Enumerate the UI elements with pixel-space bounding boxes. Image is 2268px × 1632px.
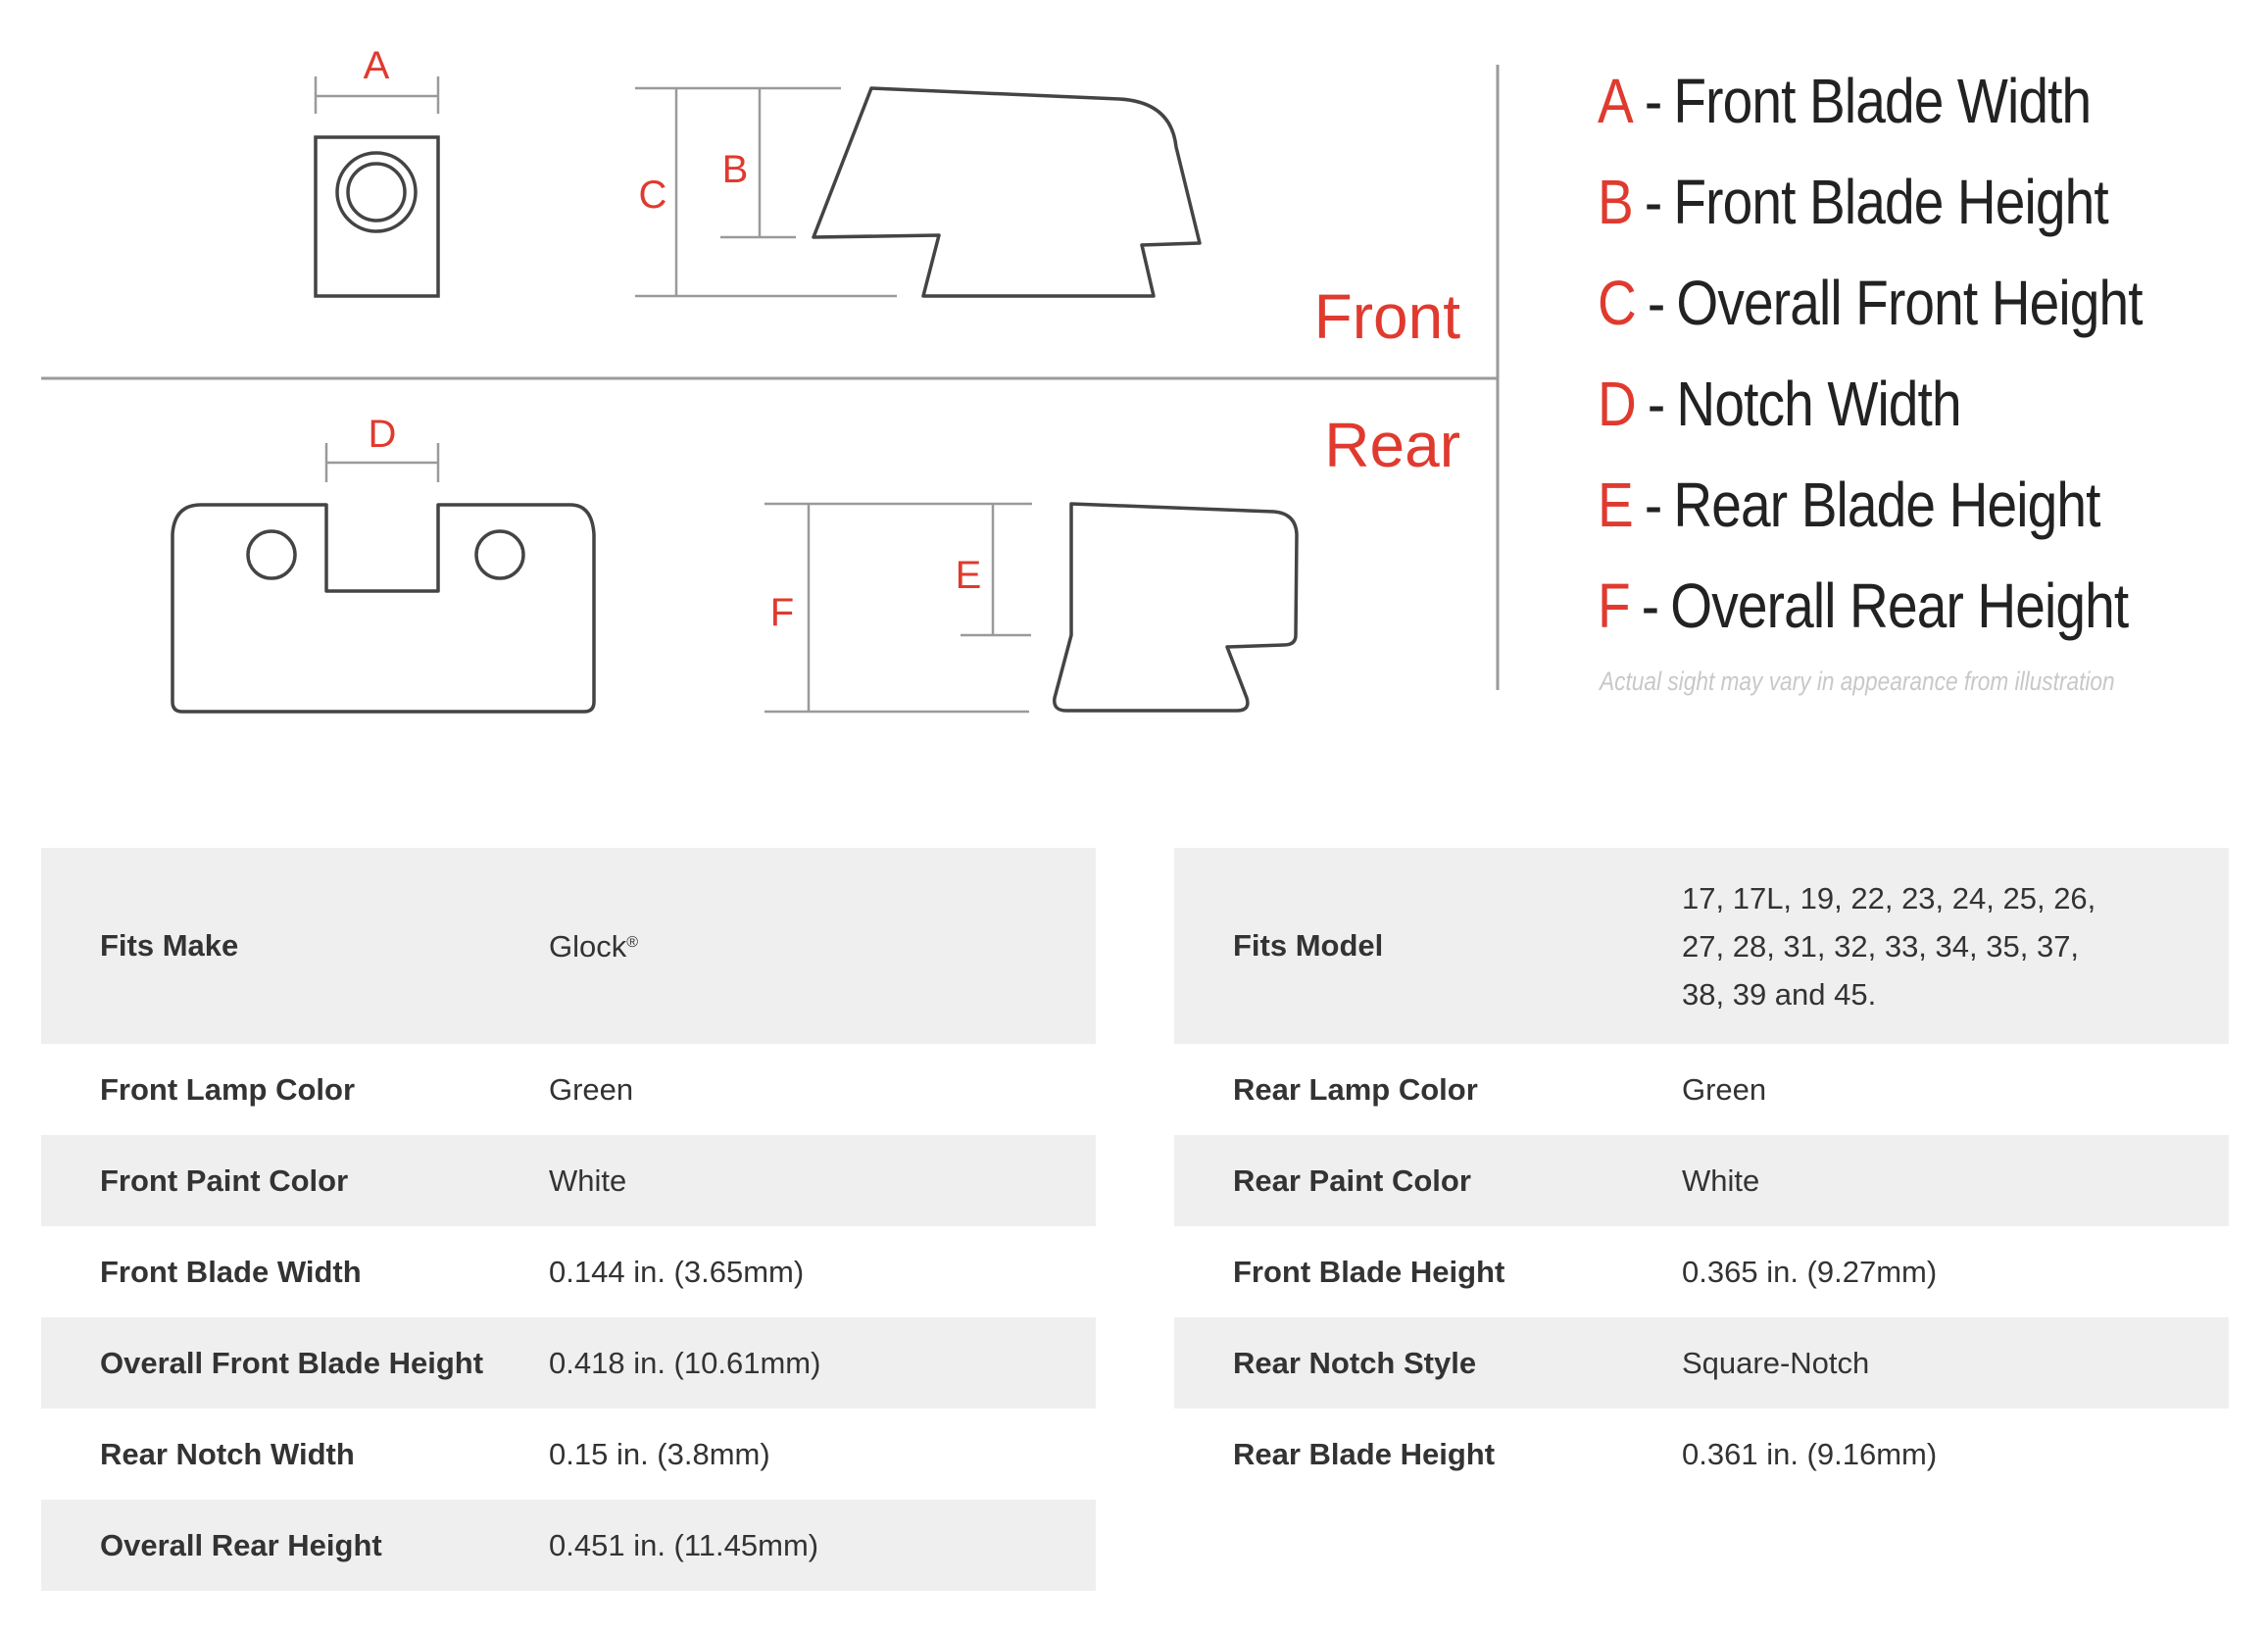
- legend-item-b: [1598, 158, 2171, 259]
- spec-value: 0.15 in. (3.8mm): [549, 1437, 770, 1471]
- legend-text: Notch Width: [1676, 369, 1961, 439]
- spec-label: Front Lamp Color: [100, 1071, 356, 1107]
- spec-row-front-paint-color: [41, 1135, 1096, 1226]
- spec-label: Rear Blade Height: [1233, 1436, 1496, 1471]
- spec-value: 0.144 in. (3.65mm): [549, 1255, 805, 1289]
- legend-item-c: [1598, 259, 2171, 360]
- front-section-label: Front: [1313, 281, 1460, 352]
- spec-value-text: Glock: [549, 928, 627, 964]
- legend-letter: F: [1598, 570, 1630, 641]
- dimension-b-label: B: [721, 148, 749, 191]
- spec-value: 0.361 in. (9.16mm): [1682, 1437, 1938, 1471]
- spec-row-front-blade-width: [41, 1226, 1096, 1317]
- dimension-d: [326, 413, 438, 482]
- rear-blade-face: [173, 505, 594, 712]
- legend-item-f: [1598, 562, 2171, 663]
- rear-sight-end-view: [173, 505, 594, 712]
- dimension-c-label: C: [638, 173, 667, 217]
- spec-label: Rear Notch Width: [100, 1436, 355, 1471]
- rear-section-label: Rear: [1324, 410, 1460, 480]
- legend-item-a: [1598, 57, 2171, 158]
- spec-value: 0.418 in. (10.61mm): [549, 1346, 821, 1380]
- spec-label: Front Blade Height: [1233, 1254, 1505, 1289]
- rear-blade-profile: [1055, 504, 1297, 711]
- spec-row-overall-front-blade-height: [41, 1317, 1096, 1409]
- legend-text: Overall Front Height: [1676, 268, 2143, 338]
- spec-label: Rear Notch Style: [1233, 1345, 1477, 1380]
- front-sight-side-view: [814, 88, 1200, 296]
- spec-label: Overall Front Blade Height: [100, 1345, 484, 1380]
- spec-value: Green: [1682, 1072, 1767, 1107]
- legend-separator: -: [1647, 268, 1665, 338]
- rear-sight-side-view: [1055, 504, 1297, 711]
- illustration-disclaimer: Actual sight may vary in appearance from illustration: [1600, 667, 2115, 696]
- legend-item-d: [1598, 360, 2171, 461]
- legend-text: Rear Blade Height: [1673, 470, 2100, 540]
- spec-label: Front Blade Width: [100, 1254, 362, 1289]
- dimension-a: [316, 44, 438, 114]
- spec-label: Overall Rear Height: [100, 1527, 382, 1562]
- legend-letter: C: [1598, 268, 1636, 338]
- legend-letter: A: [1598, 66, 1633, 136]
- legend-text: Front Blade Height: [1673, 167, 2108, 237]
- spec-value: Green: [549, 1072, 634, 1107]
- spec-value: White: [1682, 1163, 1760, 1198]
- spec-row-overall-rear-height: [41, 1500, 1096, 1591]
- registered-mark: ®: [626, 933, 639, 951]
- legend-letter: D: [1598, 369, 1636, 439]
- legend-separator: -: [1644, 66, 1662, 136]
- spec-row-rear-notch-width: [41, 1409, 1096, 1500]
- spec-row-fits-make: [41, 848, 1096, 1044]
- spec-value: 0.451 in. (11.45mm): [549, 1528, 819, 1562]
- legend-separator: -: [1644, 167, 1662, 237]
- dimension-f-label: F: [769, 591, 795, 634]
- spec-value: [549, 922, 1096, 970]
- spec-label: Rear Lamp Color: [1233, 1071, 1478, 1107]
- spec-value: Square-Notch: [1682, 1346, 1870, 1380]
- rear-lamp-right: [476, 531, 523, 578]
- front-sight-end-view: [316, 137, 438, 296]
- spec-row-rear-notch-style: [1174, 1317, 2229, 1409]
- legend-item-e: [1598, 461, 2171, 562]
- legend-separator: -: [1644, 470, 1662, 540]
- dimension-a-label: A: [363, 44, 390, 87]
- spec-row-fits-model: [1174, 848, 2229, 1044]
- legend-text: Front Blade Width: [1673, 66, 2092, 136]
- spec-label: Rear Paint Color: [1233, 1162, 1471, 1198]
- spec-row-rear-paint-color: [1174, 1135, 2229, 1226]
- spec-value: 17, 17L, 19, 22, 23, 24, 25, 26, 27, 28, 31, 32, 33, 34, 35, 37, 38, 39 and 45.: [1682, 880, 2096, 1012]
- spec-table-left: [41, 848, 1096, 1591]
- dimension-e: [956, 504, 1031, 635]
- dimension-legend: [1598, 57, 2264, 663]
- legend-separator: -: [1647, 369, 1665, 439]
- spec-value: White: [549, 1163, 627, 1198]
- sight-dimension-diagram: [0, 0, 2268, 745]
- spec-table-right: [1174, 848, 2229, 1500]
- legend-text: Overall Rear Height: [1670, 570, 2129, 641]
- spec-row-rear-lamp-color: [1174, 1044, 2229, 1135]
- legend-separator: -: [1641, 570, 1659, 641]
- legend-letter: E: [1598, 470, 1633, 540]
- spec-value: 0.365 in. (9.27mm): [1682, 1255, 1938, 1289]
- legend-letter: B: [1598, 167, 1633, 237]
- rear-lamp-left: [248, 531, 295, 578]
- spec-label: Fits Model: [1233, 928, 1384, 963]
- spec-row-rear-blade-height: [1174, 1409, 2229, 1500]
- dimension-d-label: D: [368, 413, 397, 456]
- spec-label: Front Paint Color: [100, 1162, 349, 1198]
- spec-row-front-blade-height: [1174, 1226, 2229, 1317]
- front-blade-profile: [814, 88, 1200, 296]
- front-blade-face: [316, 137, 438, 296]
- front-lamp-inner-ring: [348, 164, 405, 221]
- spec-label: Fits Make: [100, 928, 239, 963]
- spec-row-front-lamp-color: [41, 1044, 1096, 1135]
- dimension-e-label: E: [955, 554, 982, 597]
